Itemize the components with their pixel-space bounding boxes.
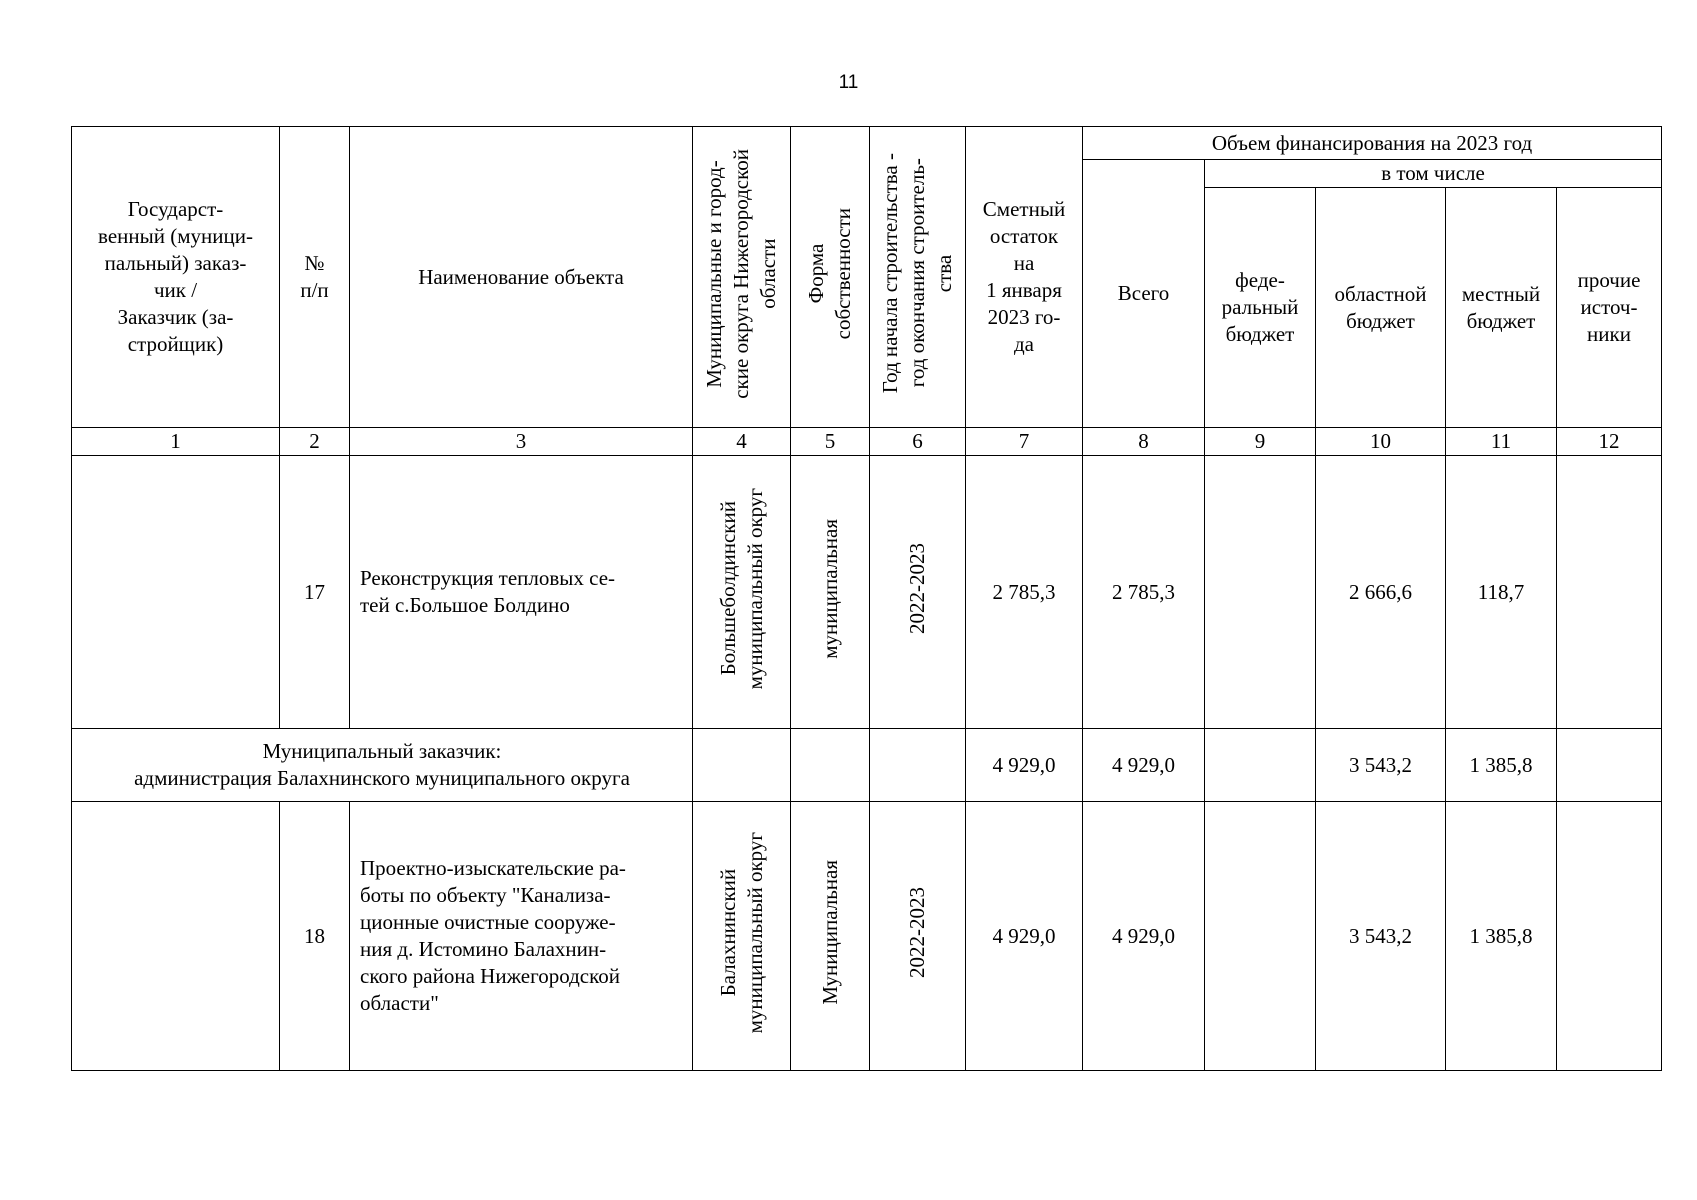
header-local: местный бюджет xyxy=(1446,188,1557,428)
column-number: 1 xyxy=(72,428,280,456)
customer-cell xyxy=(72,802,280,1071)
table-row xyxy=(72,456,1662,729)
years-cell: 2022-2023 xyxy=(870,456,966,729)
total-cell: 4 929,0 xyxy=(1083,802,1205,1071)
table-row xyxy=(72,802,1662,1071)
header-customer: Государст- венный (муници- пальный) заказ- чик / Заказчик (за- стройщик) xyxy=(72,127,280,428)
column-number: 6 xyxy=(870,428,966,456)
header-including-group: в том числе xyxy=(1205,160,1662,188)
header-years: Год начала строительства - год окончания строитель- ства xyxy=(870,127,966,428)
years-cell: 2022-2023 xyxy=(870,802,966,1071)
number-cell: 18 xyxy=(280,802,350,1071)
estimated-balance-cell: 2 785,3 xyxy=(966,456,1083,729)
estimated-balance-cell: 4 929,0 xyxy=(966,729,1083,802)
column-number: 3 xyxy=(350,428,693,456)
customer-group-title: Муниципальный заказчик: администрация Балахнинского муниципального округа xyxy=(72,729,693,802)
column-number: 2 xyxy=(280,428,350,456)
header-total: Всего xyxy=(1083,160,1205,428)
total-cell: 4 929,0 xyxy=(1083,729,1205,802)
object-name-cell: Реконструкция тепловых се- тей с.Большое Болдино xyxy=(350,456,693,729)
object-name-cell: Проектно-изыскательские ра- боты по объекту "Канализа- ционные очистные сооруже- ния д. Истомино Балахнин- ского района Нижегородской области" xyxy=(350,802,693,1071)
ownership-cell: Муниципальная xyxy=(791,802,870,1071)
column-number: 10 xyxy=(1316,428,1446,456)
other-cell xyxy=(1557,456,1662,729)
header-row xyxy=(72,127,1662,160)
column-number: 9 xyxy=(1205,428,1316,456)
district-cell: Большеболдинский муниципальный округ xyxy=(693,456,791,729)
federal-cell xyxy=(1205,456,1316,729)
local-cell: 1 385,8 xyxy=(1446,729,1557,802)
other-cell xyxy=(1557,729,1662,802)
header-other: прочие источ- ники xyxy=(1557,188,1662,428)
header-federal: феде- ральный бюджет xyxy=(1205,188,1316,428)
regional-cell: 3 543,2 xyxy=(1316,729,1446,802)
header-financing-group: Объем финансирования на 2023 год xyxy=(1083,127,1662,160)
column-number-row xyxy=(72,428,1662,456)
page-number: 11 xyxy=(838,72,859,93)
header-object-name: Наименование объекта xyxy=(350,127,693,428)
district-cell: Балахнинский муниципальный округ xyxy=(693,802,791,1071)
column-number: 11 xyxy=(1446,428,1557,456)
header-district: Муниципальные и город- ские округа Нижегородской области xyxy=(693,127,791,428)
ownership-cell xyxy=(791,729,870,802)
federal-cell xyxy=(1205,802,1316,1071)
estimated-balance-cell: 4 929,0 xyxy=(966,802,1083,1071)
column-number: 12 xyxy=(1557,428,1662,456)
district-cell xyxy=(693,729,791,802)
other-cell xyxy=(1557,802,1662,1071)
total-cell: 2 785,3 xyxy=(1083,456,1205,729)
column-number: 4 xyxy=(693,428,791,456)
customer-cell xyxy=(72,456,280,729)
customer-group-row xyxy=(72,729,1662,802)
federal-cell xyxy=(1205,729,1316,802)
header-regional: областной бюджет xyxy=(1316,188,1446,428)
column-number: 5 xyxy=(791,428,870,456)
financing-table xyxy=(71,126,1662,1071)
ownership-cell: муниципальная xyxy=(791,456,870,729)
regional-cell: 2 666,6 xyxy=(1316,456,1446,729)
local-cell: 1 385,8 xyxy=(1446,802,1557,1071)
column-number: 7 xyxy=(966,428,1083,456)
header-ownership: Форма собственности xyxy=(791,127,870,428)
years-cell xyxy=(870,729,966,802)
column-number: 8 xyxy=(1083,428,1205,456)
regional-cell: 3 543,2 xyxy=(1316,802,1446,1071)
header-number: № п/п xyxy=(280,127,350,428)
header-estimated-balance: Сметный остаток на 1 января 2023 го- да xyxy=(966,127,1083,428)
local-cell: 118,7 xyxy=(1446,456,1557,729)
number-cell: 17 xyxy=(280,456,350,729)
